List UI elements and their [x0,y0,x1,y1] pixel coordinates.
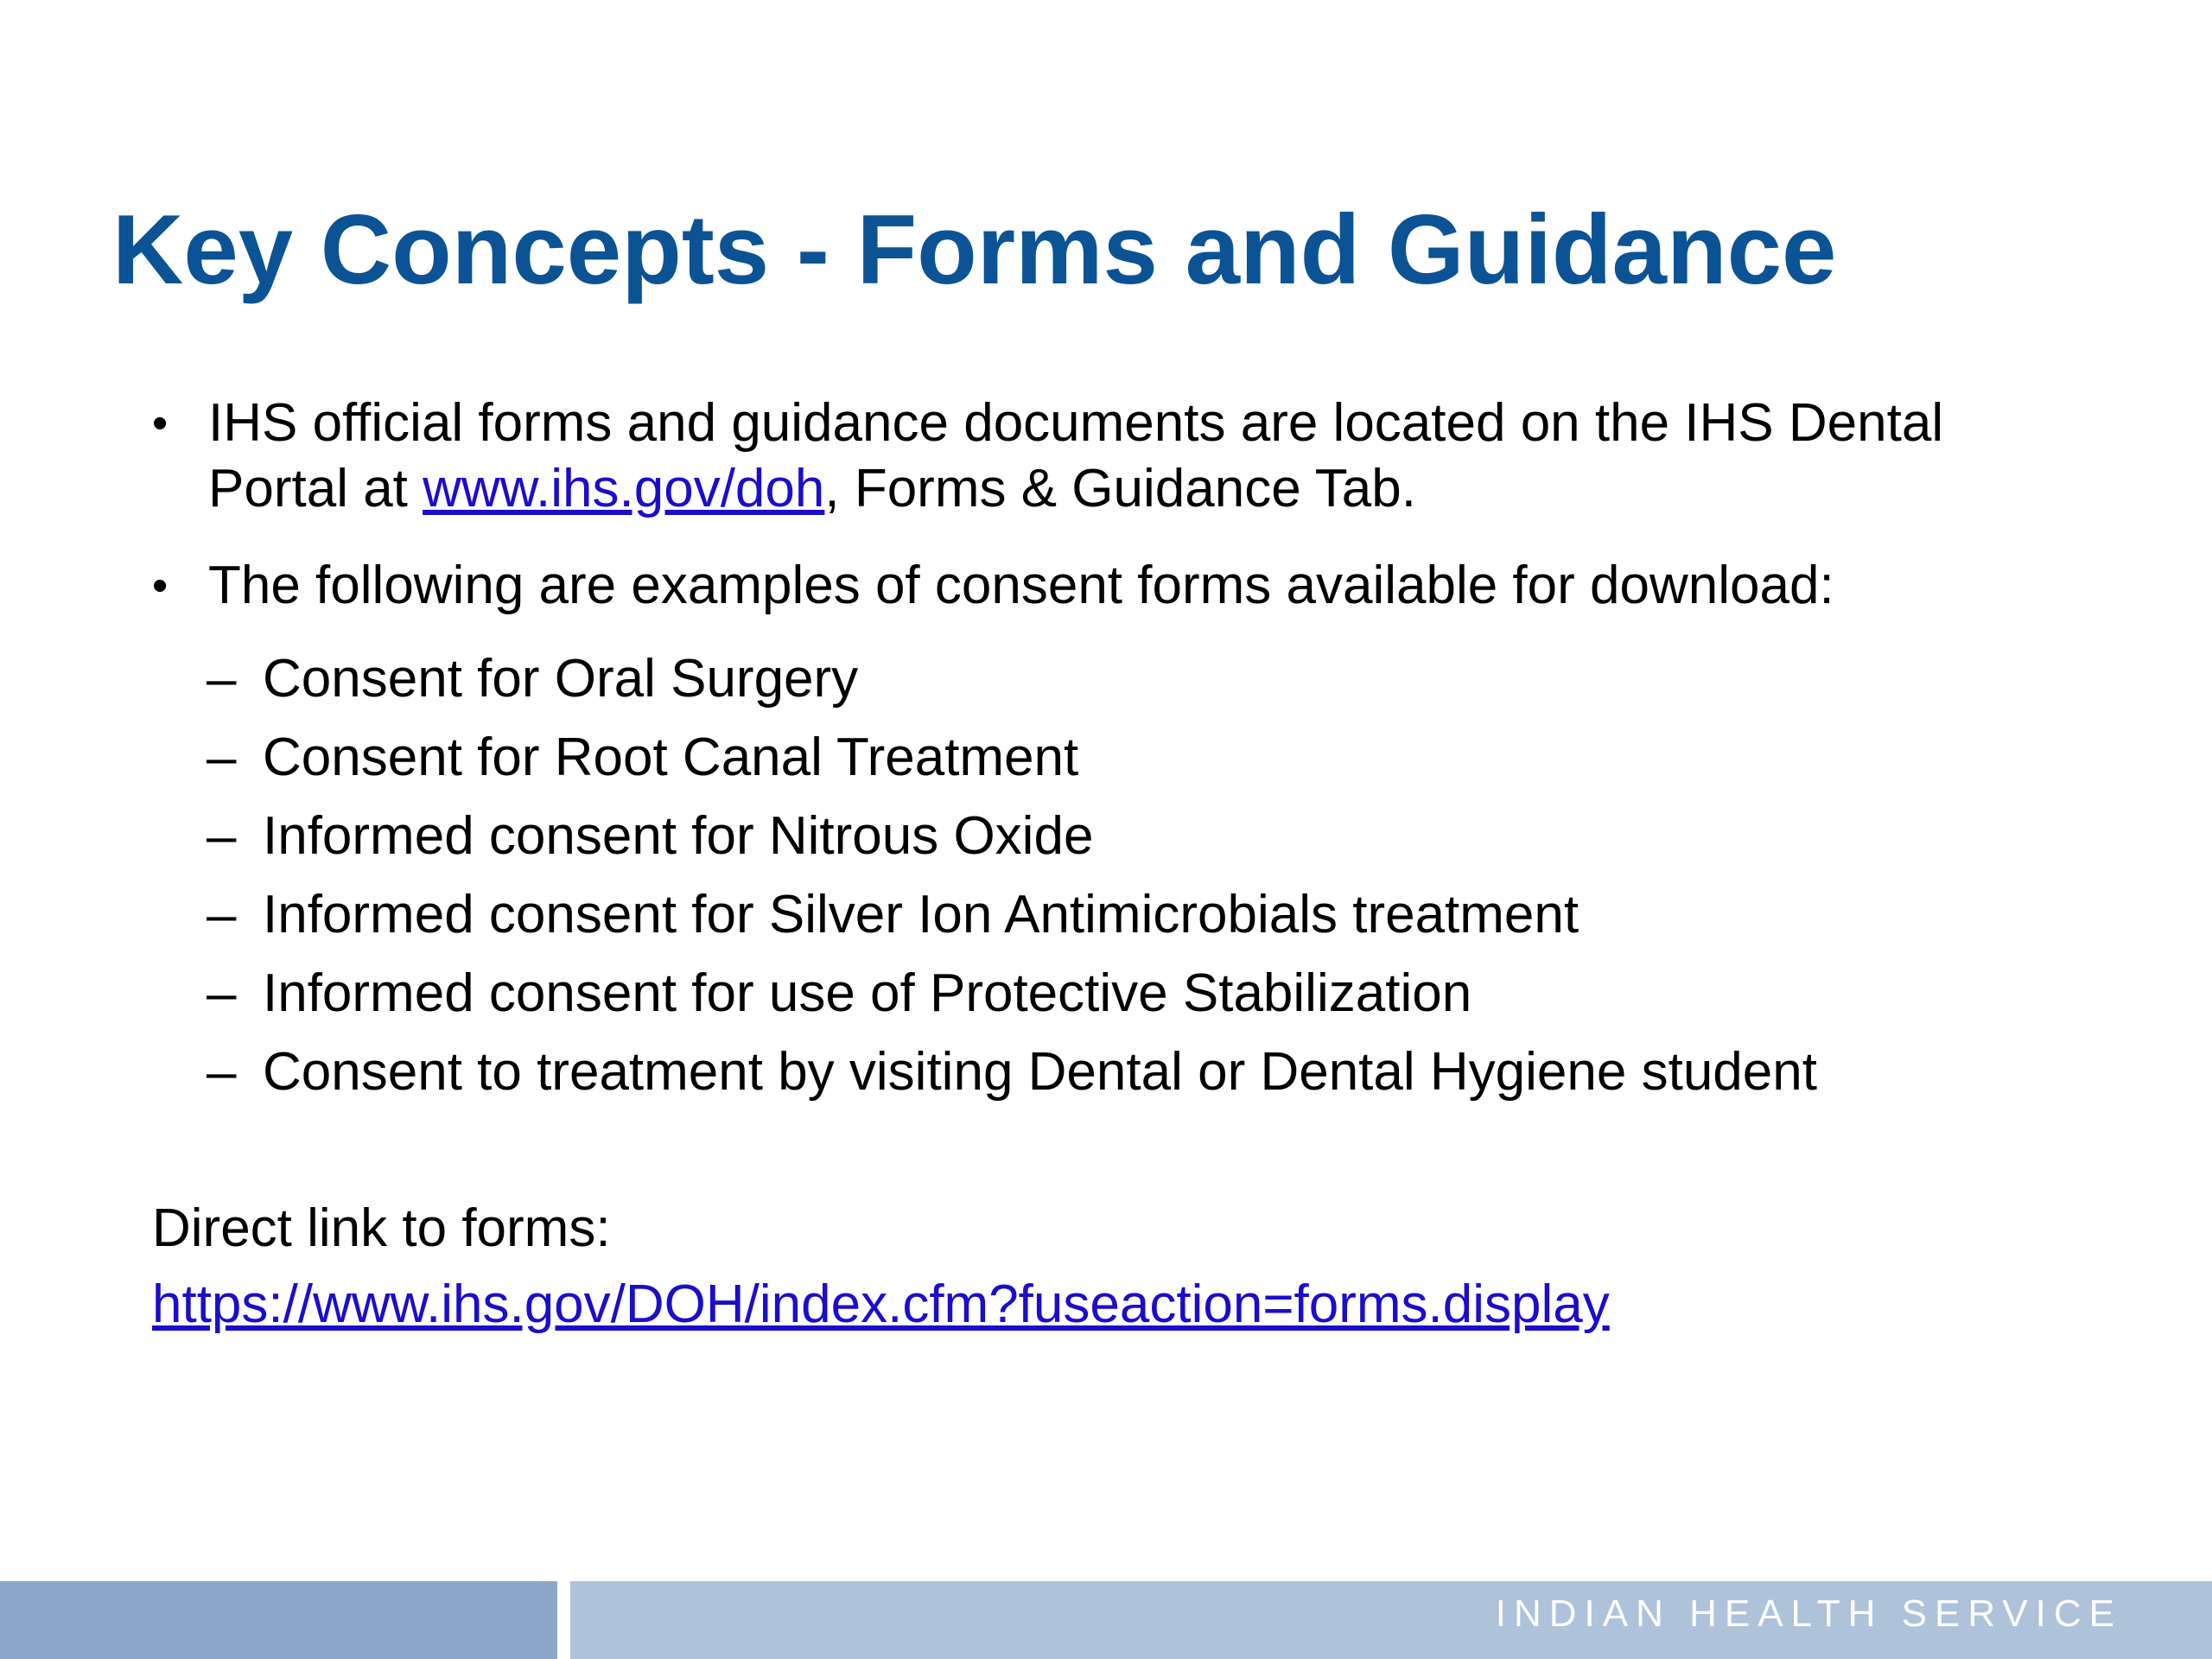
list-item-label: Informed consent for Silver Ion Antimicrobials treatment [263,885,1580,944]
bullet-marker: • [152,561,168,611]
bullet-text: The following are examples of consent forms available for download: [208,556,1834,615]
portal-link[interactable]: www.ihs.gov/doh [423,459,825,518]
list-item-label: Informed consent for use of Protective Stabilization [263,963,1472,1023]
dash-marker: – [207,885,237,944]
bullet-item-portal [152,391,2088,522]
forms-direct-link[interactable]: https://www.ihs.gov/DOH/index.cfm?fuseaction=forms.display [152,1274,1610,1334]
bullet-marker: • [152,398,168,448]
list-item [152,725,2088,804]
list-item [152,882,2088,961]
dash-marker: – [207,1042,237,1102]
footer-brand: INDIAN HEALTH SERVICE [1495,1592,2122,1635]
slide-content [152,391,2088,1118]
list-item-label: Consent for Oral Surgery [263,649,859,709]
list-item [152,646,2088,725]
list-item-label: Informed consent for Nitrous Oxide [263,806,1094,866]
bullet-text-suffix: , Forms & Guidance Tab. [824,459,1416,518]
slide-title: Key Concepts - Forms and Guidance [112,195,1837,305]
dash-marker: – [207,649,237,709]
footer-bar-left [0,1581,557,1659]
list-item [152,804,2088,882]
list-item [152,961,2088,1039]
dash-marker: – [207,806,237,866]
list-item [152,1039,2088,1118]
list-item-label: Consent for Root Canal Treatment [263,728,1079,787]
list-item-label: Consent to treatment by visiting Dental or Dental Hygiene student [263,1042,1817,1102]
dash-marker: – [207,728,237,787]
consent-forms-list [152,646,2088,1118]
direct-link-label: Direct link to forms: [152,1198,611,1258]
bullet-text: IHS official forms and guidance documents are located on the IHS Dental Portal at [208,393,1944,518]
dash-marker: – [207,963,237,1023]
direct-link-section [152,1191,1610,1343]
bullet-item-examples [152,553,2088,619]
